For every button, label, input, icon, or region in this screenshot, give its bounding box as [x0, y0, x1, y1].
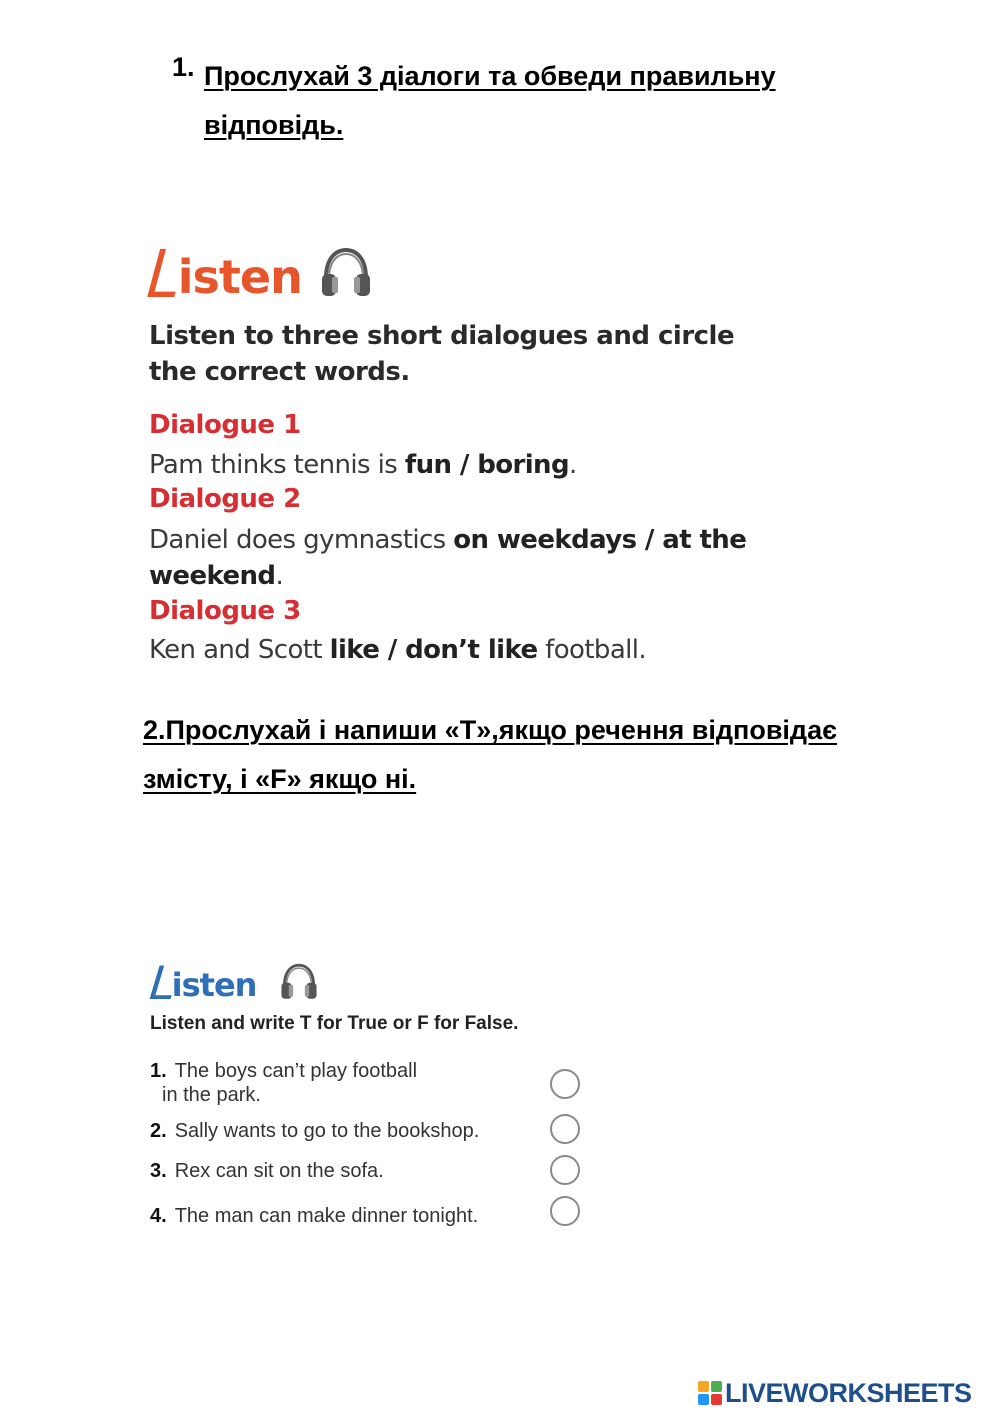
listen-title-initial: L [144, 236, 184, 313]
task1-number: 1. [172, 52, 195, 82]
listen-title-initial: L [147, 956, 178, 1010]
dialogue-3-options[interactable]: like / don’t like [329, 635, 538, 665]
dialogue-3-sentence: Ken and Scott like / don’t like football. [149, 635, 647, 665]
task2-heading: 2.Прослухай і напиши «T»,якщо речення відповідає змісту, і «F» якщо ні. [143, 715, 837, 794]
listen-title [146, 236, 302, 313]
dialogue-1-title: Dialogue 1 [149, 410, 301, 440]
dialogue-1-options[interactable]: fun / boring [404, 450, 569, 480]
tf-item-3: 3. Rex can sit on the sofa. [150, 1160, 384, 1182]
dialogue-3-title: Dialogue 3 [149, 596, 301, 626]
dialogue-1-sentence: Pam thinks tennis is fun / boring. [149, 450, 577, 480]
liveworksheets-logo [698, 1378, 972, 1408]
dialogue-2-title: Dialogue 2 [149, 484, 301, 514]
logo-icon [698, 1381, 722, 1405]
dialogue-2-sentence: Daniel does gymnastics on weekdays / at the weekend. [149, 525, 747, 591]
answer-circle-2[interactable] [550, 1114, 580, 1144]
listen2-instruction: Listen and write T for True or F for False. [150, 1013, 519, 1034]
answer-circle-4[interactable] [550, 1196, 580, 1226]
listen-title-rest: isten [177, 250, 302, 304]
answer-circle-3[interactable] [550, 1155, 580, 1185]
headphones-icon [320, 246, 372, 300]
dialogue-2-options[interactable]: on weekdays / at the weekend [149, 525, 747, 591]
answer-circle-1[interactable] [550, 1069, 580, 1099]
listen-title [147, 956, 257, 1010]
logo-text: LIVEWORKSHEETS [725, 1377, 972, 1408]
listen1-instruction: Listen to three short dialogues and circle the correct words. [149, 321, 735, 387]
listen-title-rest: isten [171, 966, 257, 1004]
task1-heading: Прослухай 3 діалоги та обведи правильну відповідь. [204, 61, 776, 140]
tf-item-4: 4. The man can make dinner tonight. [150, 1205, 479, 1227]
tf-item-2: 2. Sally wants to go to the bookshop. [150, 1120, 480, 1142]
tf-item-1: 1. The boys can’t play football in the park. [150, 1060, 418, 1106]
headphones-icon [280, 962, 318, 1002]
